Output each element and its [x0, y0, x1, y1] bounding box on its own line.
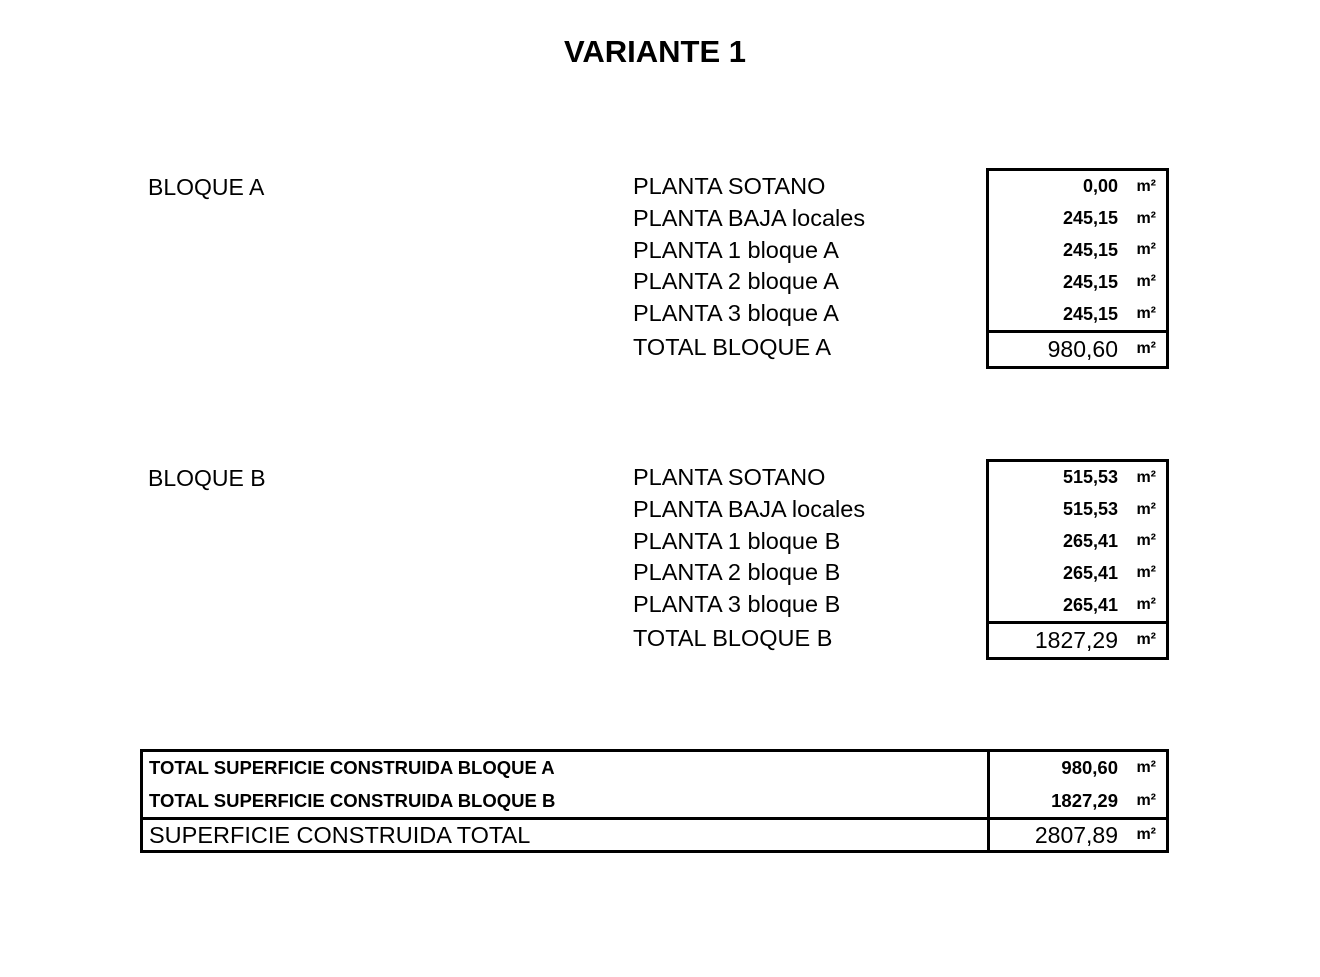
- floor-label: PLANTA BAJA locales: [633, 495, 866, 522]
- bloque-b-total-value: 1827,29: [1034, 626, 1118, 653]
- bloque-a-total-value: 980,60: [1047, 335, 1118, 362]
- bloque-a-total-label: TOTAL BLOQUE A: [633, 333, 832, 360]
- area-unit: m²: [1136, 759, 1156, 777]
- area-unit: m²: [1136, 532, 1156, 550]
- value-row: [989, 235, 1166, 267]
- summary-labels: [143, 752, 990, 850]
- area-value: 0,00: [1082, 176, 1118, 197]
- bloque-b-total-label: TOTAL BLOQUE B: [633, 624, 833, 651]
- value-row: [989, 494, 1166, 526]
- value-row: [989, 526, 1166, 558]
- floor-label: PLANTA 1 bloque B: [633, 527, 841, 554]
- floor-label: PLANTA SOTANO: [633, 173, 826, 199]
- area-unit: m²: [1136, 791, 1156, 809]
- value-row: [989, 203, 1166, 235]
- bloque-b-floor-list: [633, 462, 973, 655]
- area-value: 515,53: [1062, 467, 1118, 488]
- value-row: [989, 266, 1166, 298]
- area-value: 245,15: [1062, 239, 1118, 260]
- floor-label: PLANTA 2 bloque B: [633, 559, 841, 586]
- floor-label: PLANTA 1 bloque A: [633, 236, 839, 263]
- area-value: 245,15: [1062, 271, 1118, 292]
- area-unit: m²: [1136, 631, 1156, 649]
- area-unit: m²: [1136, 273, 1156, 291]
- value-row: [989, 462, 1166, 494]
- summary-total-value-row: [990, 817, 1166, 850]
- bloque-b-values-box: [986, 459, 1169, 660]
- summary-table: [140, 749, 1169, 853]
- area-unit: m²: [1136, 500, 1156, 518]
- area-value: 245,15: [1062, 208, 1118, 229]
- area-unit: m²: [1136, 241, 1156, 259]
- bloque-a-label: BLOQUE A: [148, 174, 265, 200]
- value-row: [989, 589, 1166, 621]
- summary-total-label: SUPERFICIE CONSTRUIDA TOTAL: [143, 817, 987, 850]
- bloque-a-floor-list: [633, 171, 973, 364]
- area-unit: m²: [1136, 209, 1156, 227]
- bloque-b-label: BLOQUE B: [148, 465, 266, 491]
- area-unit: m²: [1136, 177, 1156, 195]
- floor-label: PLANTA SOTANO: [633, 464, 826, 490]
- summary-value-row: [990, 752, 1166, 785]
- area-unit: m²: [1136, 305, 1156, 323]
- value-row: [989, 557, 1166, 589]
- summary-values: [990, 752, 1166, 850]
- summary-value: 980,60: [1061, 757, 1118, 779]
- floor-label: PLANTA BAJA locales: [633, 204, 866, 231]
- area-value: 265,41: [1062, 562, 1118, 583]
- area-unit: m²: [1136, 596, 1156, 614]
- floor-label: PLANTA 2 bloque A: [633, 268, 839, 295]
- summary-total-value: 2807,89: [1034, 821, 1118, 848]
- summary-value-row: [990, 785, 1166, 818]
- area-value: 515,53: [1062, 499, 1118, 520]
- floor-label: PLANTA 3 bloque B: [633, 591, 841, 618]
- bloque-a-values-box: [986, 168, 1169, 369]
- bloque-a-total-row: [989, 330, 1166, 366]
- area-unit: m²: [1136, 468, 1156, 486]
- page-title: VARIANTE 1: [563, 34, 746, 69]
- area-unit: m²: [1136, 564, 1156, 582]
- value-row: [989, 298, 1166, 330]
- summary-label: TOTAL SUPERFICIE CONSTRUIDA BLOQUE A: [149, 757, 555, 779]
- area-unit: m²: [1136, 340, 1156, 358]
- area-value: 265,41: [1062, 594, 1118, 615]
- summary-value: 1827,29: [1051, 789, 1118, 811]
- summary-label: TOTAL SUPERFICIE CONSTRUIDA BLOQUE B: [149, 789, 556, 811]
- area-value: 265,41: [1062, 530, 1118, 551]
- value-row: [989, 171, 1166, 203]
- bloque-b-total-row: [989, 621, 1166, 657]
- floor-label: PLANTA 3 bloque A: [633, 300, 839, 327]
- area-unit: m²: [1136, 826, 1156, 843]
- area-value: 245,15: [1062, 303, 1118, 324]
